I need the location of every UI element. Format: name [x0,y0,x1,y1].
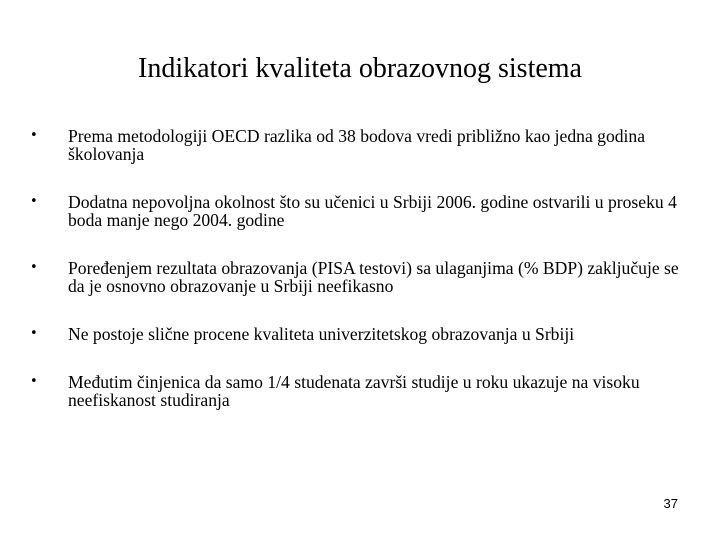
bullet-dot-icon: • [30,374,38,389]
page-number: 37 [663,496,678,511]
bullet-dot-icon: • [30,128,38,143]
bullet-text: Dodatna nepovoljna okolnost što su učenici u Srbiji 2006. godine ostvarili u proseku 4 boda manje nego 2004. godine [68,192,677,230]
bullet-item [30,373,680,409]
bullet-dot-icon: • [30,194,38,209]
bullet-item [30,193,680,229]
slide-title: Indikatori kvaliteta obrazovnog sistema [138,53,582,84]
bullet-item [30,325,680,343]
bullet-text: Prema metodologiji OECD razlika od 38 bodova vredi približno kao jedna godina školovanja [68,126,646,164]
bullet-item [30,259,680,295]
bullet-text: Poređenjem rezultata obrazovanja (PISA testovi) sa ulaganjima (% BDP) zaključuje se da je osnovno obrazovanje u Srbiji neefikasno [68,258,679,296]
bullet-text: Ne postoje slične procene kvaliteta univerzitetskog obrazovanja u Srbiji [68,324,575,344]
bullet-text: Međutim činjenica da samo 1/4 studenata završi studije u roku ukazuje na visoku neefiskanost studiranja [68,372,640,410]
bullet-dot-icon: • [30,326,38,341]
bullet-item [30,127,680,163]
bullet-list [30,127,680,439]
bullet-dot-icon: • [30,260,38,275]
